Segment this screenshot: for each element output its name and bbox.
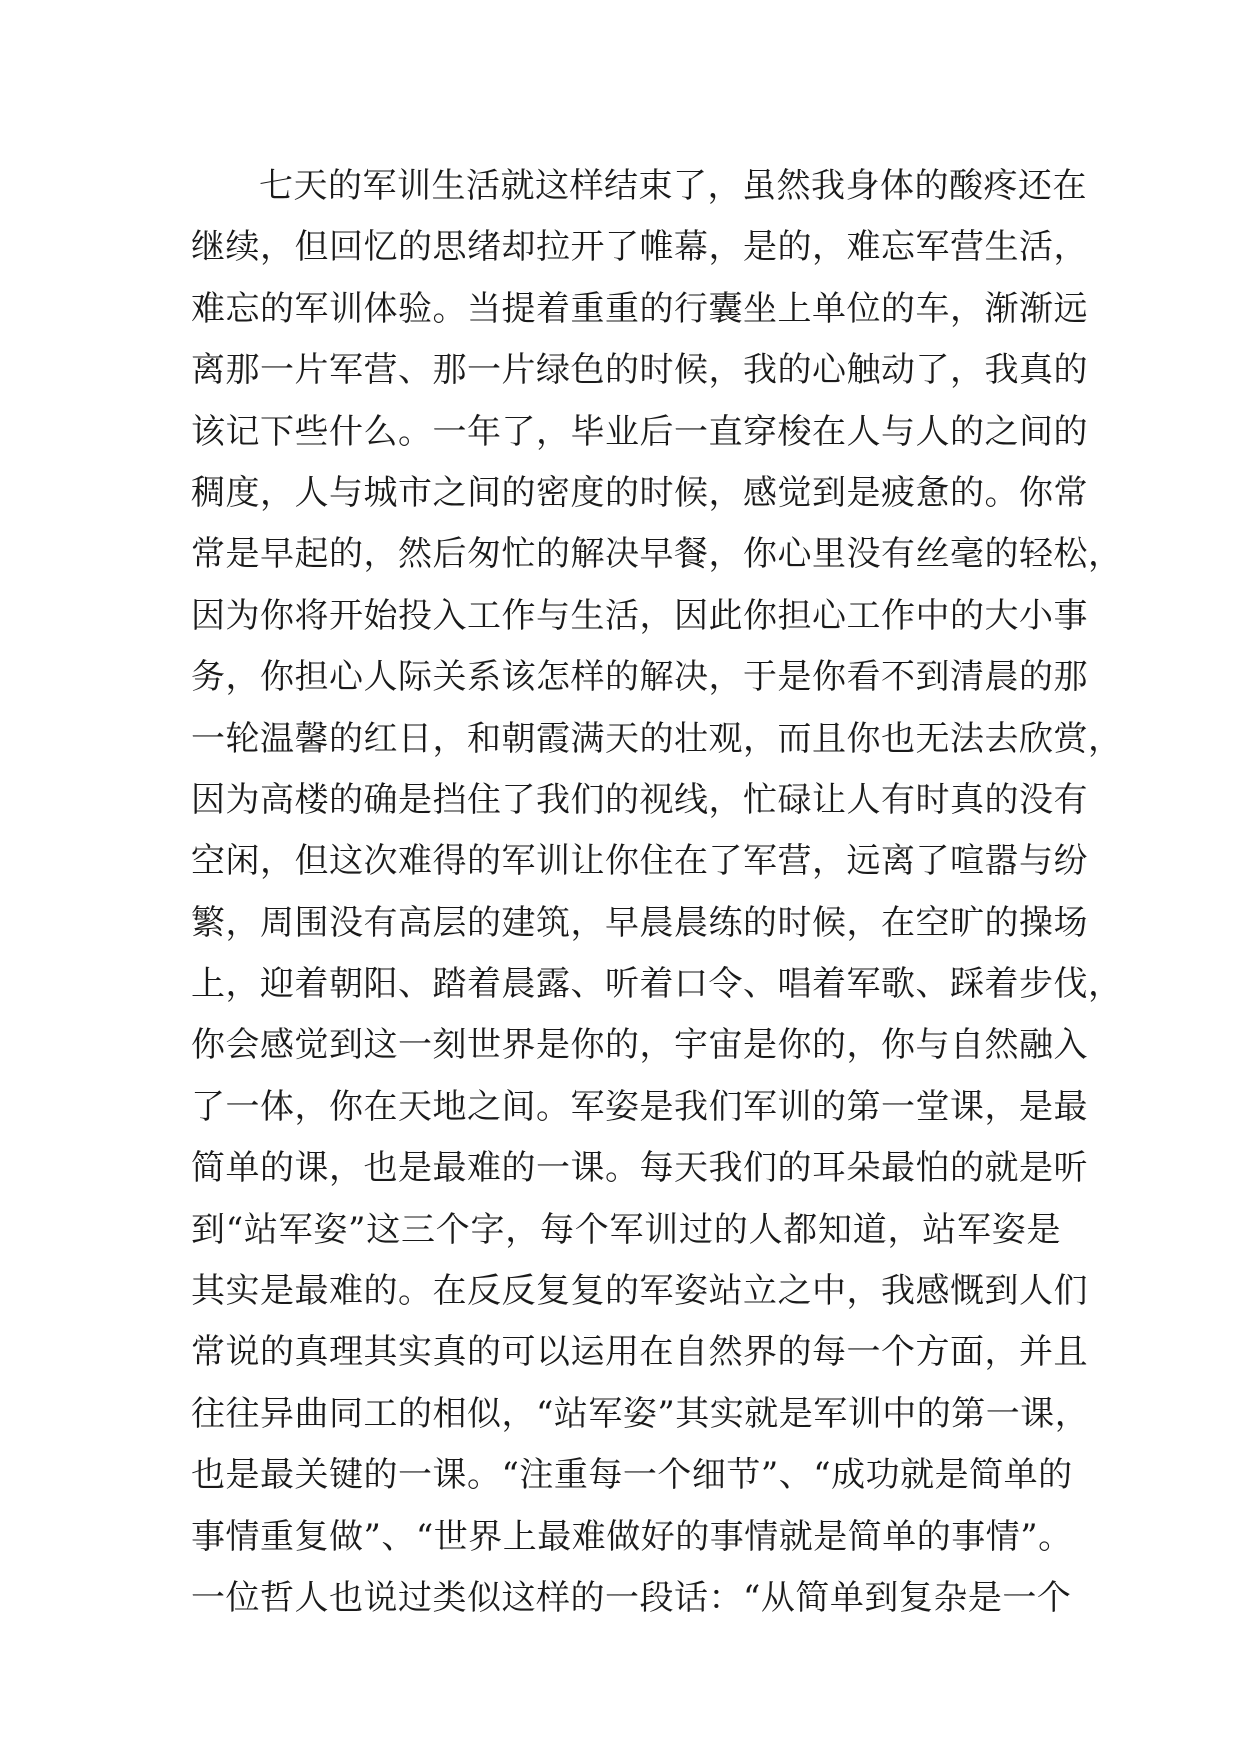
paragraph-line: 事情重复做”、“世界上最难做好的事情就是简单的事情”。: [191, 1516, 1073, 1557]
paragraph-line: 上，迎着朝阳、踏着晨露、听着口令、唱着军歌、踩着步伐，: [191, 964, 1123, 1005]
paragraph-line: 到“站军姿”这三个字，每个军训过的人都知道，站军姿是: [191, 1209, 1061, 1250]
paragraph-line: 离那一片军营、那一片绿色的时候，我的心触动了，我真的: [191, 350, 1088, 391]
paragraph-line: 稠度，人与城市之间的密度的时候，感觉到是疲惫的。你常: [191, 472, 1088, 513]
paragraph-line: 空闲，但这次难得的军训让你住在了军营，远离了喧嚣与纷: [191, 841, 1088, 882]
body-paragraph: [191, 156, 1123, 1629]
paragraph-line: 了一体，你在天地之间。军姿是我们军训的第一堂课，是最: [191, 1086, 1088, 1127]
paragraph-line: 常是早起的，然后匆忙的解决早餐，你心里没有丝毫的轻松，: [191, 534, 1123, 575]
paragraph-line: 因为高楼的确是挡住了我们的视线，忙碌让人有时真的没有: [191, 779, 1088, 820]
paragraph-line: 你会感觉到这一刻世界是你的，宇宙是你的，你与自然融入: [191, 1025, 1088, 1066]
paragraph-line: 也是最关键的一课。“注重每一个细节”、“成功就是简单的: [191, 1455, 1073, 1496]
paragraph-line: 难忘的军训体验。当提着重重的行囊坐上单位的车，渐渐远: [191, 288, 1088, 329]
paragraph-line: 该记下些什么。一年了，毕业后一直穿梭在人与人的之间的: [191, 411, 1088, 452]
paragraph-line: 常说的真理其实真的可以运用在自然界的每一个方面，并且: [191, 1332, 1088, 1373]
paragraph-line: 一位哲人也说过类似这样的一段话：“从简单到复杂是一个: [191, 1577, 1072, 1618]
paragraph-line: 因为你将开始投入工作与生活，因此你担心工作中的大小事: [191, 595, 1088, 636]
paragraph-line: 其实是最难的。在反反复复的军姿站立之中，我感慨到人们: [191, 1271, 1088, 1312]
paragraph-line: 七天的军训生活就这样结束了，虽然我身体的酸疼还在: [259, 166, 1087, 206]
paragraph-line: 务，你担心人际关系该怎样的解决，于是你看不到清晨的那: [191, 657, 1088, 698]
paragraph-line: 一轮温馨的红日，和朝霞满天的壮观，而且你也无法去欣赏，: [191, 718, 1123, 759]
paragraph-line: 继续，但回忆的思绪却拉开了帷幕，是的，难忘军营生活，: [191, 227, 1088, 268]
paragraph-line: 往往异曲同工的相似，“站军姿”其实就是军训中的第一课，: [191, 1393, 1090, 1434]
paragraph-line: 繁，周围没有高层的建筑，早晨晨练的时候，在空旷的操场: [191, 902, 1088, 943]
paragraph-line: 简单的课，也是最难的一课。每天我们的耳朵最怕的就是听: [191, 1148, 1088, 1189]
